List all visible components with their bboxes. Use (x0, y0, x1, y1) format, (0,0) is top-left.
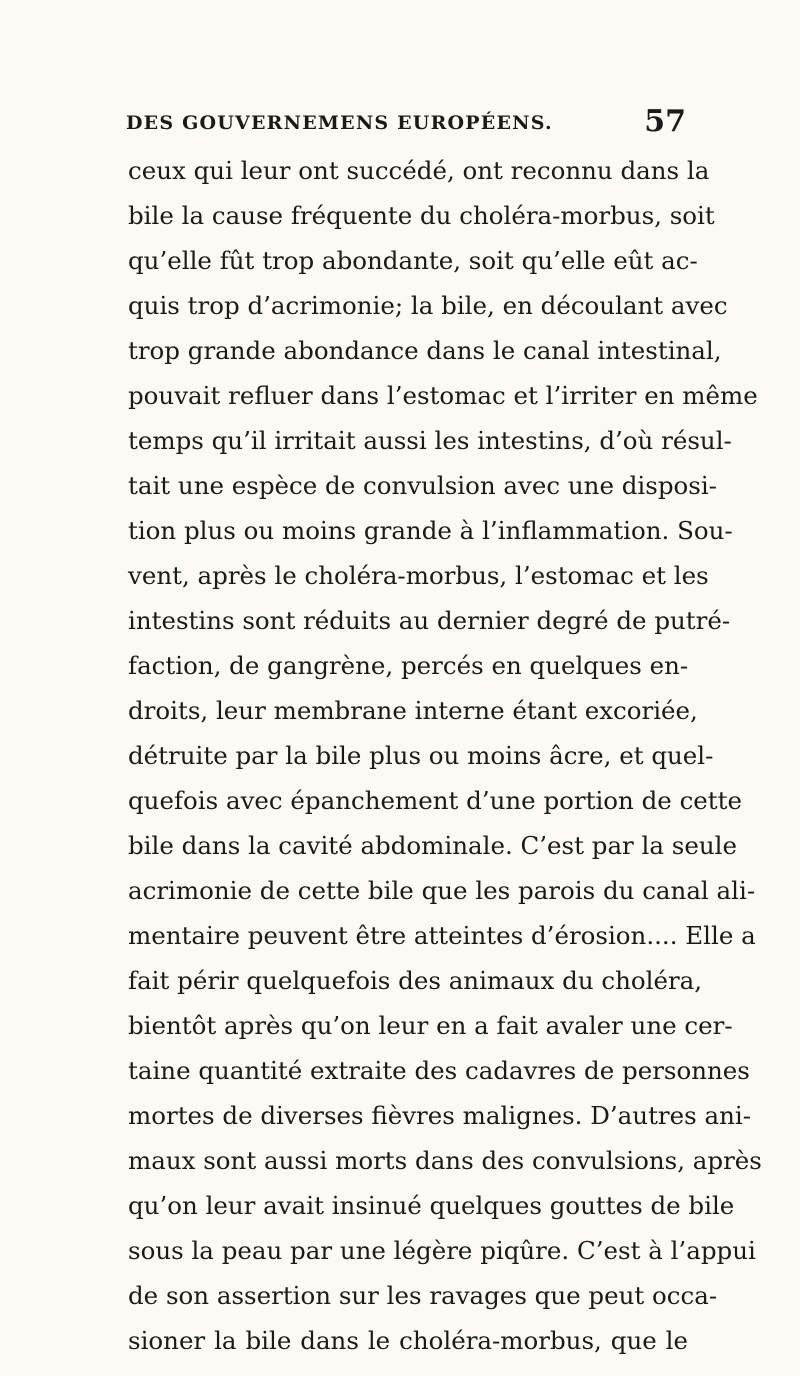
text-line: mortes de diverses fièvres malignes. D’autres ani- (128, 1101, 751, 1130)
text-line: bile la cause fréquente du choléra-morbus, soit (128, 201, 715, 230)
text-line: quefois avec épanchement d’une portion de cette (128, 786, 742, 815)
text-line: intestins sont réduits au dernier degré de putré- (128, 606, 731, 635)
text-line: trop grande abondance dans le canal intestinal, (128, 336, 722, 365)
text-line: mentaire peuvent être atteintes d’érosion.... Elle a (128, 921, 756, 950)
text-line: sioner la bile dans le choléra-morbus, que le (128, 1326, 688, 1355)
text-line: taine quantité extraite des cadavres de personnes (128, 1056, 750, 1085)
text-line: détruite par la bile plus ou moins âcre, et quel- (128, 741, 714, 770)
text-line: bile dans la cavité abdominale. C’est par la seule (128, 831, 737, 860)
text-line: qu’elle fût trop abondante, soit qu’elle eût ac- (128, 246, 698, 275)
text-line: quis trop d’acrimonie; la bile, en découlant avec (128, 291, 728, 320)
text-line: droits, leur membrane interne étant excoriée, (128, 696, 698, 725)
text-line: qu’on leur avait insinué quelques gouttes de bile (128, 1191, 735, 1220)
text-line: sous la peau par une légère piqûre. C’est à l’appui (128, 1236, 756, 1265)
text-line: maux sont aussi morts dans des convulsions, après (128, 1146, 762, 1175)
text-line: fait périr quelquefois des animaux du choléra, (128, 966, 703, 995)
page-number: 57 (644, 104, 686, 139)
text-line: pouvait refluer dans l’estomac et l’irriter en même (128, 381, 758, 410)
body-text (128, 148, 762, 1363)
text-line: temps qu’il irritait aussi les intestins, d’où résul- (128, 426, 732, 455)
text-line: tion plus ou moins grande à l’inflammation. Sou- (128, 516, 733, 545)
text-line: de son assertion sur les ravages que peut occa- (128, 1281, 718, 1310)
running-title: DES GOUVERNEMENS EUROPÉENS. (126, 112, 553, 134)
text-line: acrimonie de cette bile que les parois du canal ali- (128, 876, 756, 905)
text-line: bientôt après qu’on leur en a fait avaler une cer- (128, 1011, 733, 1040)
running-head (126, 104, 686, 148)
text-line: vent, après le choléra-morbus, l’estomac et les (128, 561, 709, 590)
text-line: ceux qui leur ont succédé, ont reconnu dans la (128, 156, 710, 185)
text-line: tait une espèce de convulsion avec une disposi- (128, 471, 717, 500)
text-line: faction, de gangrène, percés en quelques en- (128, 651, 689, 680)
